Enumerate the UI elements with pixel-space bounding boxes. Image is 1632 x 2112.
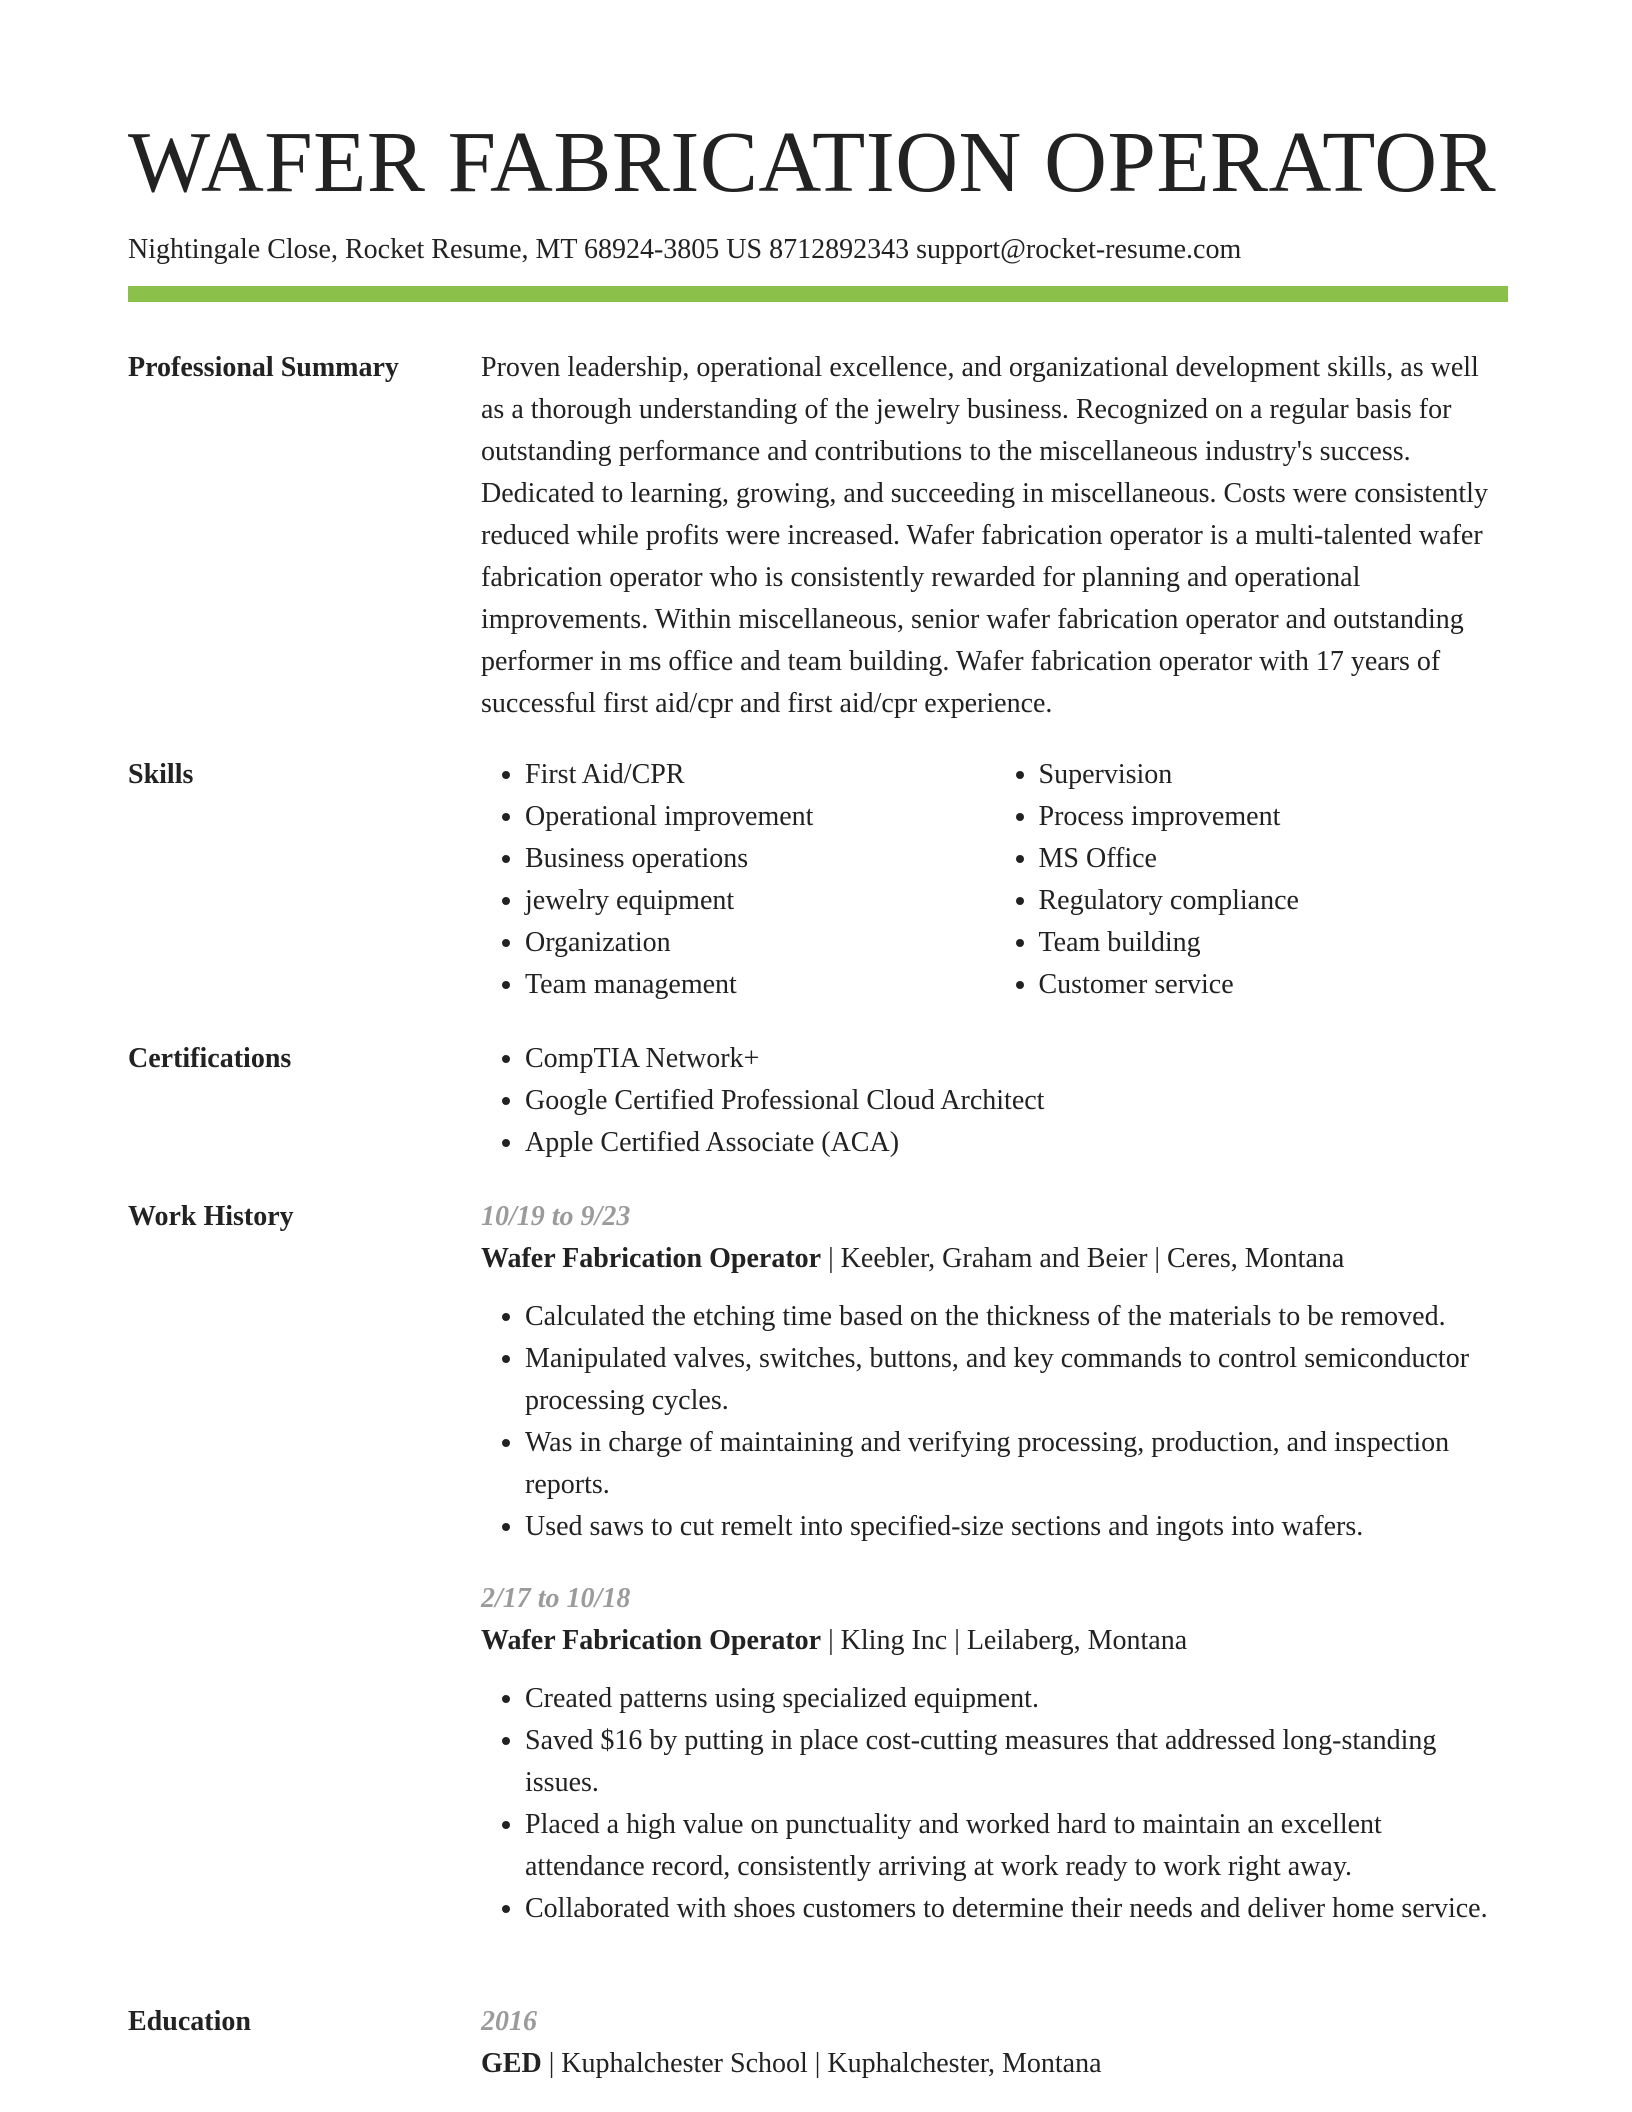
education-heading: Education: [128, 2006, 251, 2037]
job-title-line: [481, 1620, 1508, 1662]
skills-heading: Skills: [128, 759, 194, 790]
certifications-list: [481, 1038, 1508, 1164]
job-employer-location: | Keebler, Graham and Beier | Ceres, Montana: [821, 1243, 1345, 1274]
contact-address: Nightingale Close, Rocket Resume, MT 68924-3805 US: [128, 234, 763, 265]
skill-item: • Regulatory compliance: [1039, 880, 1509, 922]
job-entry: [481, 1196, 1508, 1548]
job-bullet: • Saved $16 by putting in place cost-cutting measures that addressed long-standing issues.: [525, 1720, 1508, 1804]
certifications-body: [481, 1038, 1508, 1164]
job-employer-location: | Kling Inc | Leilaberg, Montana: [821, 1625, 1188, 1656]
education-body: [481, 2001, 1508, 2101]
skill-item: • MS Office: [1039, 838, 1509, 880]
skills-list-right: [995, 754, 1509, 1006]
skills-body: [481, 754, 1508, 1006]
education-degree: GED: [481, 2048, 542, 2079]
work-history-body: [481, 1196, 1508, 1930]
skill-item: • Operational improvement: [525, 796, 995, 838]
skill-item: • Team building: [1039, 922, 1509, 964]
certifications-heading: Certifications: [128, 1043, 292, 1074]
job-entry: [481, 1578, 1508, 1930]
job-bullets: [481, 1296, 1508, 1548]
skill-item: • First Aid/CPR: [525, 754, 995, 796]
skill-item: • Business operations: [525, 838, 995, 880]
skill-item: • jewelry equipment: [525, 880, 995, 922]
certification-item: • CompTIA Network+: [525, 1038, 1508, 1080]
resume-name: WAFER FABRICATION OPERATOR: [128, 113, 1497, 210]
skills-grid: [481, 754, 1508, 1006]
job-bullet: • Calculated the etching time based on the thickness of the materials to be removed.: [525, 1296, 1508, 1338]
skill-item: • Supervision: [1039, 754, 1509, 796]
job-bullet: • Collaborated with shoes customers to determine their needs and deliver home service.: [525, 1888, 1508, 1930]
job-bullet: • Used saws to cut remelt into specified-size sections and ingots into wafers.: [525, 1506, 1508, 1548]
contact-email: support@rocket-resume.com: [916, 234, 1242, 265]
contact-phone: 8712892343: [769, 234, 910, 265]
summary-text: Proven leadership, operational excellence, and organizational development skills, as well as a thorough understanding of the jewelry business. Recognized on a regular basis for outstanding performance and contributions to the miscellaneous industry's success. Dedicated to learning, growing, and succeeding in miscellaneous. Costs were consistently reduced while profits were increased. Wafer fabrication operator is a multi-talented wafer fabrication operator who is consistently rewarded for planning and operational improvements. Within miscellaneous, senior wafer fabrication operator and outstanding performer in ms office and team building. Wafer fabrication operator with 17 years of successful first aid/cpr and first aid/cpr experience.: [481, 352, 1488, 719]
job-bullets: [481, 1678, 1508, 1930]
work-history-heading: Work History: [128, 1201, 294, 1232]
job-bullet: • Was in charge of maintaining and verifying processing, production, and inspection reports.: [525, 1422, 1508, 1506]
education-school-location: | Kuphalchester School | Kuphalchester, Montana: [541, 2048, 1102, 2079]
skill-item: • Process improvement: [1039, 796, 1509, 838]
skill-item: • Organization: [525, 922, 995, 964]
skills-list-left: [481, 754, 995, 1006]
job-dates: 2/17 to 10/18: [481, 1583, 631, 1614]
job-role: Wafer Fabrication Operator: [481, 1243, 822, 1274]
job-title-line: [481, 1238, 1508, 1280]
contact-line: [128, 233, 1241, 267]
job-dates: 10/19 to 9/23: [481, 1201, 631, 1232]
summary-heading: Professional Summary: [128, 352, 399, 383]
job-bullet: • Created patterns using specialized equipment.: [525, 1678, 1508, 1720]
education-line: [481, 2043, 1508, 2085]
job-bullet: • Placed a high value on punctuality and worked hard to maintain an excellent attendance record, consistently arriving at work ready to work right away.: [525, 1804, 1508, 1888]
certification-item: • Apple Certified Associate (ACA): [525, 1122, 1508, 1164]
education-year: 2016: [481, 2006, 537, 2037]
job-role: Wafer Fabrication Operator: [481, 1625, 822, 1656]
certification-item: • Google Certified Professional Cloud Architect: [525, 1080, 1508, 1122]
skill-item: • Team management: [525, 964, 995, 1006]
header-divider: [128, 286, 1508, 302]
skill-item: • Customer service: [1039, 964, 1509, 1006]
summary-body: [481, 347, 1508, 725]
job-bullet: • Manipulated valves, switches, buttons, and key commands to control semiconductor processing cycles.: [525, 1338, 1508, 1422]
